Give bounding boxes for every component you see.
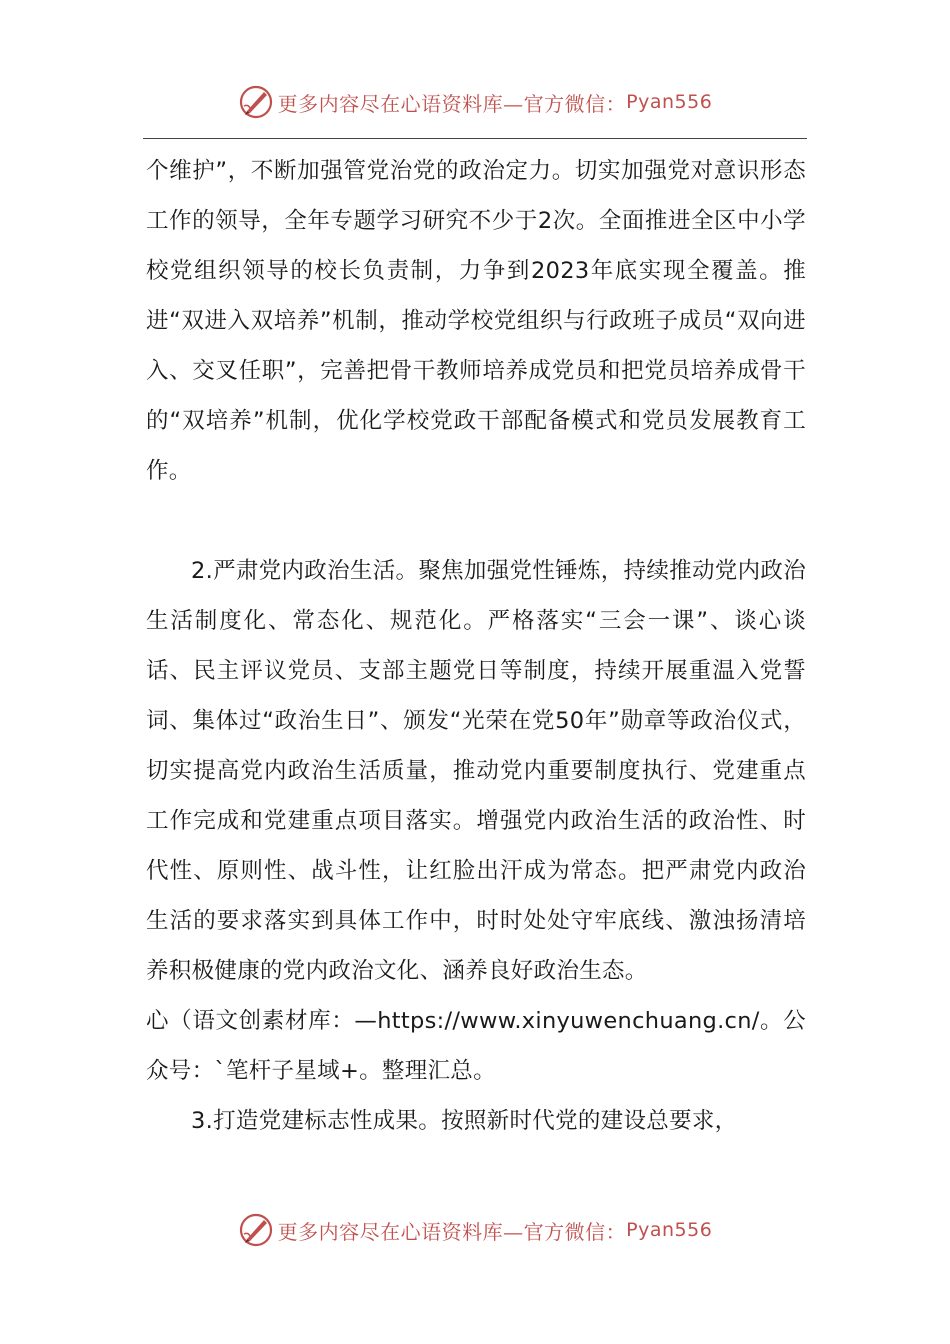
paragraph-gap xyxy=(146,496,806,546)
paragraph-1: 个维护”，不断加强管党治党的政治定力。切实加强党对意识形态工作的领导，全年专题学习研究不少于2次。全面推进全区中小学校党组织领导的校长负责制，力争到2023年底实现全覆盖。推进“双进入双培养”机制，推动学校党组织与行政班子成员“双向进入、交叉任职”，完善把骨干教师培养成党员和把党员培养成骨干的“双培养”机制，优化学校党政干部配备模式和党员发展教育工作。 xyxy=(146,158,806,484)
paragraph-3: 3.打造党建标志性成果。按照新时代党的建设总要求， xyxy=(191,1108,738,1134)
quill-pen-logo-icon xyxy=(238,84,274,120)
header-banner xyxy=(0,80,950,124)
header-banner-handle: Pyan556 xyxy=(626,91,713,113)
header-banner-text: 更多内容尽在心语资料库—官方微信： xyxy=(277,91,627,116)
footer-banner-text: 更多内容尽在心语资料库—官方微信： xyxy=(277,1219,627,1244)
footer-banner-handle: Pyan556 xyxy=(626,1219,713,1241)
document-body xyxy=(146,146,806,1146)
source-note: 心（语文创素材库：—https://www.xinyuwenchuang.cn/。公众号：`笔杆子星域+。整理汇总。 xyxy=(146,1008,806,1084)
quill-pen-logo-icon xyxy=(238,1212,274,1248)
footer-banner xyxy=(0,1208,950,1252)
paragraph-2: 2.严肃党内政治生活。聚焦加强党性锤炼，持续推动党内政治生活制度化、常态化、规范化。严格落实“三会一课”、谈心谈话、民主评议党员、支部主题党日等制度，持续开展重温入党誓词、集体过“政治生日”、颁发“光荣在党50年”勋章等政治仪式，切实提高党内政治生活质量，推动党内重要制度执行、党建重点工作完成和党建重点项目落实。增强党内政治生活的政治性、时代性、原则性、战斗性，让红脸出汗成为常态。把严肃党内政治生活的要求落实到具体工作中，时时处处守牢底线、激浊扬清培养积极健康的党内政治文化、涵养良好政治生态。 xyxy=(146,558,806,984)
header-divider xyxy=(143,138,807,139)
